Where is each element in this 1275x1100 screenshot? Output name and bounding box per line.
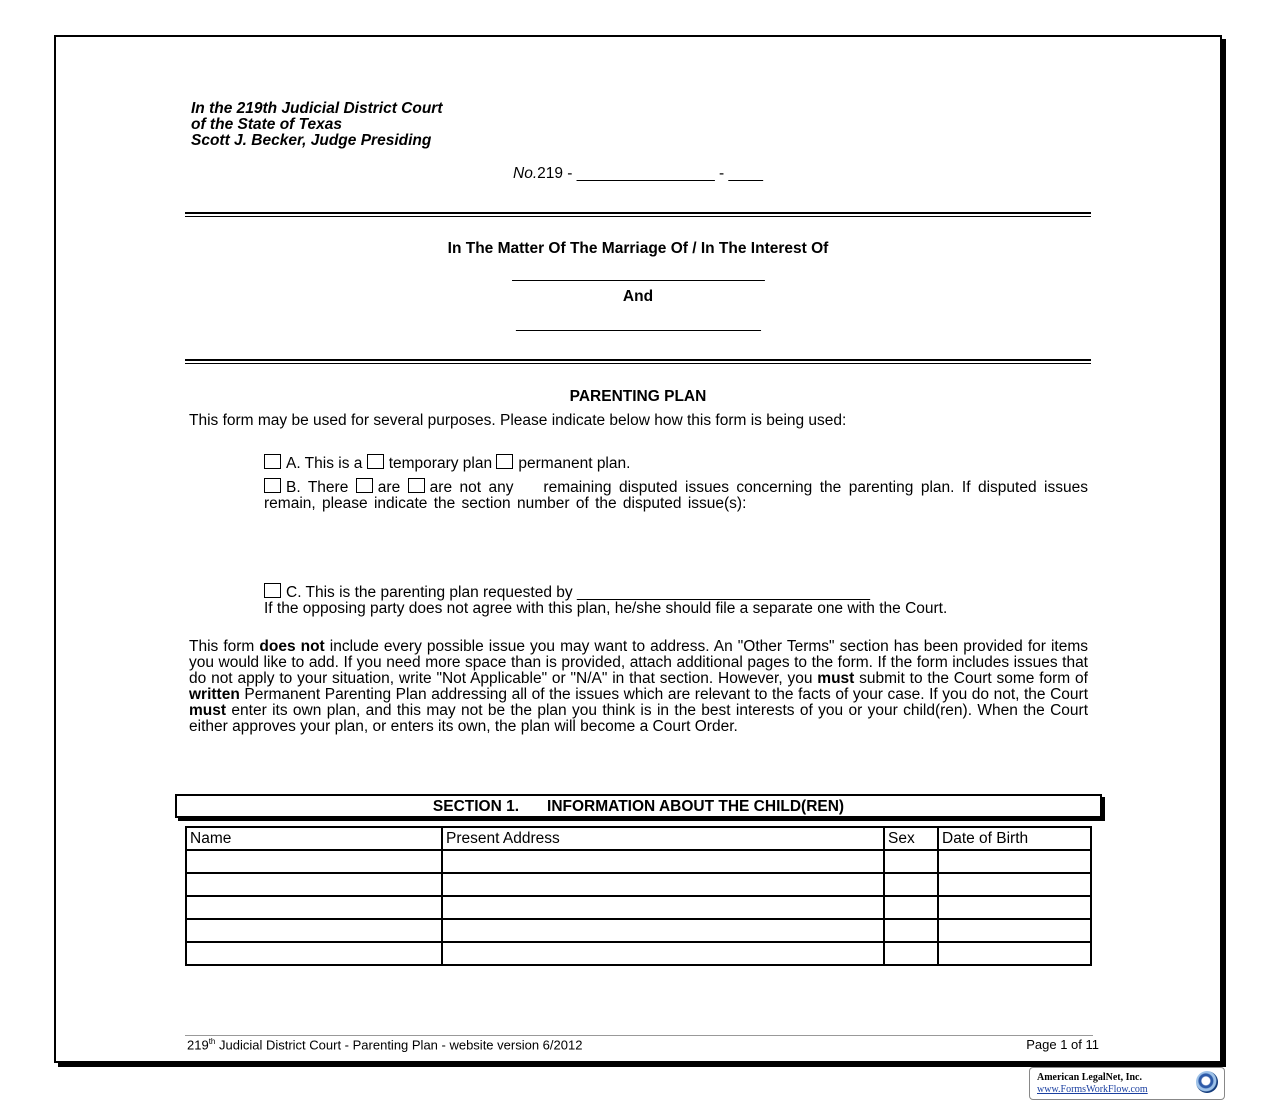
case-number xyxy=(56,165,1220,183)
section-1-number: SECTION 1. xyxy=(432,798,520,815)
children-table xyxy=(185,826,1092,966)
brand-url[interactable]: www.FormsWorkFlow.com xyxy=(1037,1084,1148,1095)
col-present-address: Present Address xyxy=(442,827,884,850)
table-row xyxy=(186,850,1091,873)
table-row xyxy=(186,873,1091,896)
are-checkbox[interactable] xyxy=(356,478,373,493)
option-c-checkbox[interactable] xyxy=(264,583,281,598)
temporary-plan-checkbox[interactable] xyxy=(367,454,384,469)
section-1-title: INFORMATION ABOUT THE CHILD(REN) xyxy=(547,798,845,815)
footer-divider xyxy=(185,1035,1093,1036)
divider-bottom xyxy=(185,359,1091,364)
option-a-prefix: A. This is a xyxy=(286,455,363,472)
children-table-header xyxy=(186,827,1091,850)
name-cell[interactable] xyxy=(186,896,442,919)
form-title: PARENTING PLAN xyxy=(569,388,707,405)
option-b xyxy=(264,478,1088,512)
sex-cell[interactable] xyxy=(884,850,938,873)
option-c-note: If the opposing party does not agree with this plan, he/she should file a separate one with the Court. xyxy=(264,600,948,617)
dob-cell[interactable] xyxy=(938,873,1091,896)
col-sex: Sex xyxy=(884,827,938,850)
option-c xyxy=(264,583,1074,617)
section-1-header xyxy=(175,794,1102,818)
are-not-label: are not any xyxy=(429,479,514,496)
dob-cell[interactable] xyxy=(938,919,1091,942)
address-cell[interactable] xyxy=(442,942,884,965)
notice-paragraph: This form does not include every possible issue you may want to address. An "Other Terms" section has been provided for items you would like to add. If you need more space than is provided, attach additional pages to the form. If the form includes issues that do not apply to your situation, write "Not Applicable" or "N/A" in that section. However, you must submit to the Court some form of written Permanent Parenting Plan addressing all of the issues which are relevant to the facts of your case. If you do not, the Court must enter its own plan, and this may not be the plan you think is in the best interests of you or your child(ren). When the Court either approves your plan, or enters its own, the plan will become a Court Order. xyxy=(189,638,1088,735)
court-line-2: of the State of Texas xyxy=(191,116,343,133)
court-heading xyxy=(191,101,443,149)
globe-logo-icon xyxy=(1196,1071,1218,1093)
dob-cell[interactable] xyxy=(938,896,1091,919)
case-number-field[interactable]: 219 - ________________ - ____ xyxy=(537,165,763,182)
brand-name: American LegalNet, Inc. xyxy=(1037,1072,1142,1083)
name-cell[interactable] xyxy=(186,873,442,896)
table-row xyxy=(186,896,1091,919)
case-number-label: No. xyxy=(513,165,538,182)
option-c-text: C. This is the parenting plan requested by __________________________________ xyxy=(286,584,871,601)
brand-badge[interactable] xyxy=(1029,1067,1225,1100)
option-a xyxy=(264,454,1088,472)
option-b-checkbox[interactable] xyxy=(264,478,281,493)
name-cell[interactable] xyxy=(186,850,442,873)
court-line-3: Scott J. Becker, Judge Presiding xyxy=(191,132,432,149)
col-date-of-birth: Date of Birth xyxy=(938,827,1091,850)
address-cell[interactable] xyxy=(442,873,884,896)
name-cell[interactable] xyxy=(186,919,442,942)
sex-cell[interactable] xyxy=(884,919,938,942)
option-b-prefix: B. There xyxy=(286,479,349,496)
and-label: And xyxy=(622,288,654,305)
footer-version: 219th Judicial District Court - Parenting Plan - website version 6/2012 xyxy=(187,1037,583,1053)
address-cell[interactable] xyxy=(442,919,884,942)
sex-cell[interactable] xyxy=(884,873,938,896)
name-cell[interactable] xyxy=(186,942,442,965)
table-row xyxy=(186,919,1091,942)
matter-heading: In The Matter Of The Marriage Of / In The Interest Of xyxy=(447,240,829,257)
col-name: Name xyxy=(186,827,442,850)
sex-cell[interactable] xyxy=(884,942,938,965)
temporary-plan-label: temporary plan xyxy=(388,455,493,472)
are-label: are xyxy=(377,479,401,496)
table-row xyxy=(186,942,1091,965)
sex-cell[interactable] xyxy=(884,896,938,919)
option-a-checkbox[interactable] xyxy=(264,454,281,469)
address-cell[interactable] xyxy=(442,896,884,919)
page-number: Page 1 of 11 xyxy=(1026,1037,1099,1052)
address-cell[interactable] xyxy=(442,850,884,873)
permanent-plan-label: permanent plan. xyxy=(518,455,631,472)
document-page xyxy=(54,35,1222,1063)
court-line-1: In the 219th Judicial District Court xyxy=(191,100,443,117)
divider-top xyxy=(185,212,1091,217)
are-not-checkbox[interactable] xyxy=(408,478,425,493)
option-b-rest: remaining disputed issues concerning the parenting plan. If disputed issues remain, please indicate the section number of the disputed issue(s): xyxy=(264,479,1088,512)
dob-cell[interactable] xyxy=(938,942,1091,965)
intro-paragraph: This form may be used for several purposes. Please indicate below how this form is being used: xyxy=(189,412,847,429)
party-1-blank[interactable]: _________________________________ xyxy=(512,265,764,282)
party-2-blank[interactable]: ________________________________ xyxy=(516,315,760,332)
dob-cell[interactable] xyxy=(938,850,1091,873)
permanent-plan-checkbox[interactable] xyxy=(496,454,513,469)
